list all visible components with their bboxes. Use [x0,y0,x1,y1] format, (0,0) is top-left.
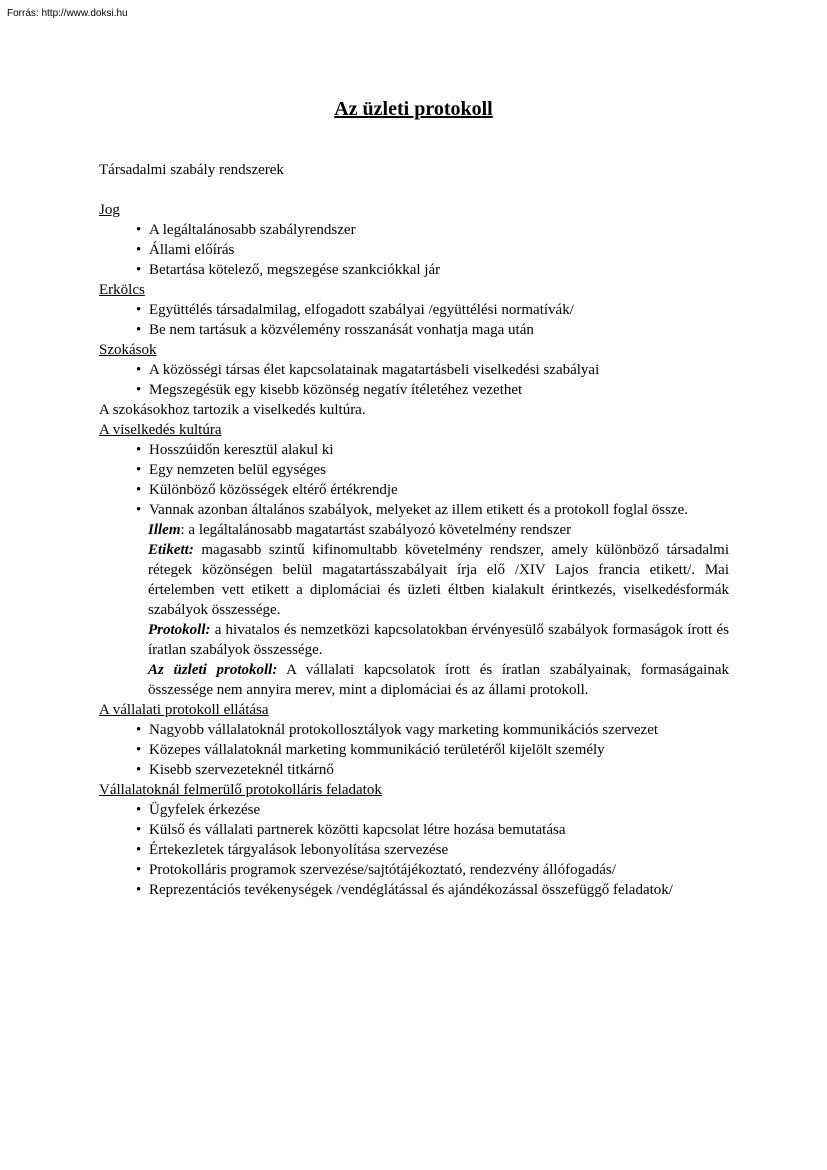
definition-text: a hivatalos és nemzetközi kapcsolatokban érvényesülő szabályok formaságok írott és íratlan szabályok összessége. [148,622,729,658]
section-heading-jog: Jog [99,202,120,218]
list-item: • Külső és vállalati partnerek közötti kapcsolat létre hozása bemutatása [136,820,729,840]
bullet-list-company [99,720,729,780]
definition-text: : a legáltalánosabb magatartást szabályozó követelmény rendszer [180,522,572,538]
list-item: • Kisebb szervezeteknél titkárnő [136,760,729,780]
definition-illem [148,520,729,540]
list-item: • Protokolláris programok szervezése/sajtótájékoztató, rendezvény állófogadás/ [136,860,729,880]
list-item: • Nagyobb vállalatoknál protokollosztályok vagy marketing kommunikációs szervezet [136,720,729,740]
list-item: • Egy nemzeten belül egységes [136,460,729,480]
bullet-list-tasks [99,800,729,900]
list-item: • Értekezletek tárgyalások lebonyolítása szervezése [136,840,729,860]
definition-term: Illem [148,522,181,538]
definition-protokoll [148,620,729,660]
document-body [99,160,729,900]
definition-term: Protokoll: [148,622,211,638]
bullet-list-erkolcs [99,300,729,340]
section-heading-culture: A viselkedés kultúra [99,422,222,438]
list-item: • Állami előírás [136,240,729,260]
definition-etikett [148,540,729,620]
definition-term: Az üzleti protokoll: [148,662,278,678]
list-item: • A legáltalánosabb szabályrendszer [136,220,729,240]
intro-line: Társadalmi szabály rendszerek [99,162,284,178]
bullet-list-jog [99,220,729,280]
list-item: • Együttélés társadalmilag, elfogadott szabályai /együttélési normatívák/ [136,300,729,320]
section-heading-szokasok: Szokások [99,342,157,358]
definition-uzleti-protokoll [148,660,729,700]
list-item: • Be nem tartásuk a közvélemény rosszanását vonhatja maga után [136,320,729,340]
section-heading-erkolcs: Erkölcs [99,282,145,298]
page-title: Az üzleti protokoll [334,98,493,120]
culture-note: A szokásokhoz tartozik a viselkedés kultúra. [99,402,366,418]
list-item: • Ügyfelek érkezése [136,800,729,820]
list-item: • Reprezentációs tevékenységek /vendéglátással és ajándékozással összefüggő feladatok/ [136,880,729,900]
definitions [99,520,729,700]
list-item: • Betartása kötelező, megszegése szankciókkal jár [136,260,729,280]
bullet-list-culture [99,440,729,520]
definition-term: Etikett: [148,542,194,558]
section-heading-tasks: Vállalatoknál felmerülő protokolláris feladatok [99,782,382,798]
section-heading-company: A vállalati protokoll ellátása [99,702,269,718]
list-item: • A közösségi társas élet kapcsolatainak magatartásbeli viselkedési szabályai [136,360,729,380]
list-item: • Közepes vállalatoknál marketing kommunikáció területéről kijelölt személy [136,740,729,760]
list-item: • Hosszúidőn keresztül alakul ki [136,440,729,460]
definition-text: magasabb szintű kifinomultabb követelmény rendszer, amely különböző társadalmi rétegek közönségen belül magatartásszabályait írja elő /XIV Lajos francia etikett/. Mai értelemben vett etikett a diplomáciai és üzleti éltben kialakult érintkezés, viselkedésformák szabályok összessége. [148,542,729,618]
source-line: Forrás: http://www.doksi.hu [7,8,128,19]
list-item: • Különböző közösségek eltérő értékrendje [136,480,729,500]
definition-text: A vállalati kapcsolatok írott és íratlan szabályainak, formaságainak összessége nem annyira merev, mint a diplomáciai és az állami protokoll. [148,662,729,698]
list-item: • Megszegésük egy kisebb közönség negatív ítéletéhez vezethet [136,380,729,400]
list-item: • Vannak azonban általános szabályok, melyeket az illem etikett és a protokoll foglal össze. [136,500,729,520]
bullet-list-szokasok [99,360,729,400]
